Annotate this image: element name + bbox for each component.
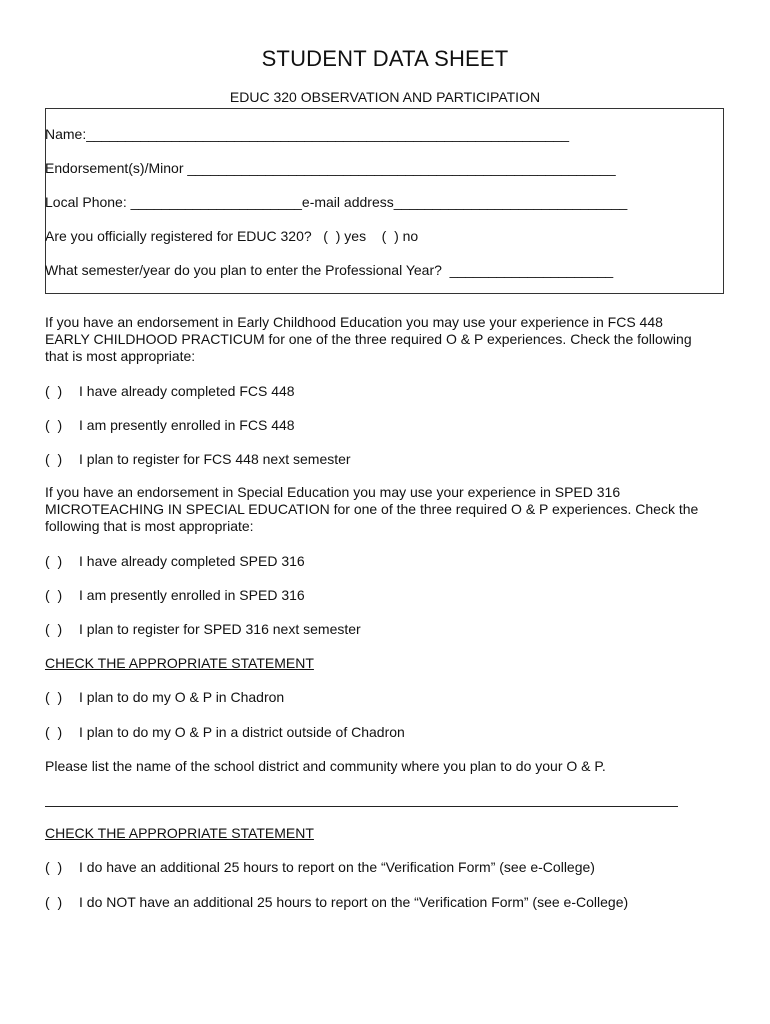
location-option-chadron[interactable] (45, 689, 284, 705)
checkbox-mark[interactable]: ( ) (45, 451, 63, 467)
registered-question[interactable]: Are you officially registered for EDUC 320? ( ) yes ( ) no (45, 228, 419, 244)
sped-paragraph: If you have an endorsement in Special Education you may use your experience in SPED 316 MICROTEACHING IN SPECIAL EDUCATION for one of the three required O & P experiences. Check the following that is most appropriate: (45, 484, 699, 534)
checkbox-mark[interactable]: ( ) (45, 417, 63, 433)
semester-field[interactable]: What semester/year do you plan to enter the Professional Year? _____________________ (45, 262, 614, 278)
page-title: STUDENT DATA SHEET (261, 46, 509, 71)
phone-email-field[interactable]: Local Phone: ______________________e-mail address______________________________ (45, 194, 628, 210)
option-label: I have already completed FCS 448 (79, 383, 295, 399)
hours-option-not[interactable] (45, 894, 628, 910)
sped-option-next-semester[interactable] (45, 621, 361, 637)
option-label: I plan to register for FCS 448 next semester (79, 451, 351, 467)
location-option-outside[interactable] (45, 724, 405, 740)
name-field[interactable]: Name:______________________________________________________________ (45, 126, 569, 142)
checkbox-mark[interactable]: ( ) (45, 724, 63, 740)
option-label: I am presently enrolled in SPED 316 (79, 587, 305, 603)
checkbox-mark[interactable]: ( ) (45, 689, 63, 705)
checkbox-mark[interactable]: ( ) (45, 587, 63, 603)
option-label: I have already completed SPED 316 (79, 553, 305, 569)
ece-paragraph: If you have an endorsement in Early Childhood Education you may use your experience in FCS 448 EARLY CHILDHOOD PRACTICUM for one of the three required O & P experiences. Check the following that is most appropriate: (45, 314, 692, 364)
checkbox-mark[interactable]: ( ) (45, 621, 63, 637)
option-label: I do NOT have an additional 25 hours to report on the “Verification Form” (see e-College) (79, 894, 629, 910)
checkbox-mark[interactable]: ( ) (45, 553, 63, 569)
endorsement-field[interactable]: Endorsement(s)/Minor _______________________________________________________ (45, 160, 616, 176)
option-label: I am presently enrolled in FCS 448 (79, 417, 295, 433)
checkbox-mark[interactable]: ( ) (45, 383, 63, 399)
course-subtitle: EDUC 320 OBSERVATION AND PARTICIPATION (229, 89, 541, 105)
hours-option-have[interactable] (45, 859, 595, 875)
checkbox-mark[interactable]: ( ) (45, 859, 63, 875)
ece-option-next-semester[interactable] (45, 451, 351, 467)
option-label: I plan to register for SPED 316 next semester (79, 621, 361, 637)
option-label: I plan to do my O & P in a district outside of Chadron (79, 724, 405, 740)
sped-option-completed[interactable] (45, 553, 305, 569)
district-prompt: Please list the name of the school district and community where you plan to do your O & P. (45, 758, 606, 774)
ece-option-completed[interactable] (45, 383, 295, 399)
option-label: I plan to do my O & P in Chadron (79, 689, 285, 705)
hours-heading: CHECK THE APPROPRIATE STATEMENT (45, 825, 314, 841)
option-label: I do have an additional 25 hours to report on the “Verification Form” (see e-College) (79, 859, 595, 875)
location-heading: CHECK THE APPROPRIATE STATEMENT (45, 655, 314, 671)
district-answer-line[interactable] (45, 806, 678, 807)
checkbox-mark[interactable]: ( ) (45, 894, 63, 910)
ece-option-enrolled[interactable] (45, 417, 295, 433)
sped-option-enrolled[interactable] (45, 587, 305, 603)
